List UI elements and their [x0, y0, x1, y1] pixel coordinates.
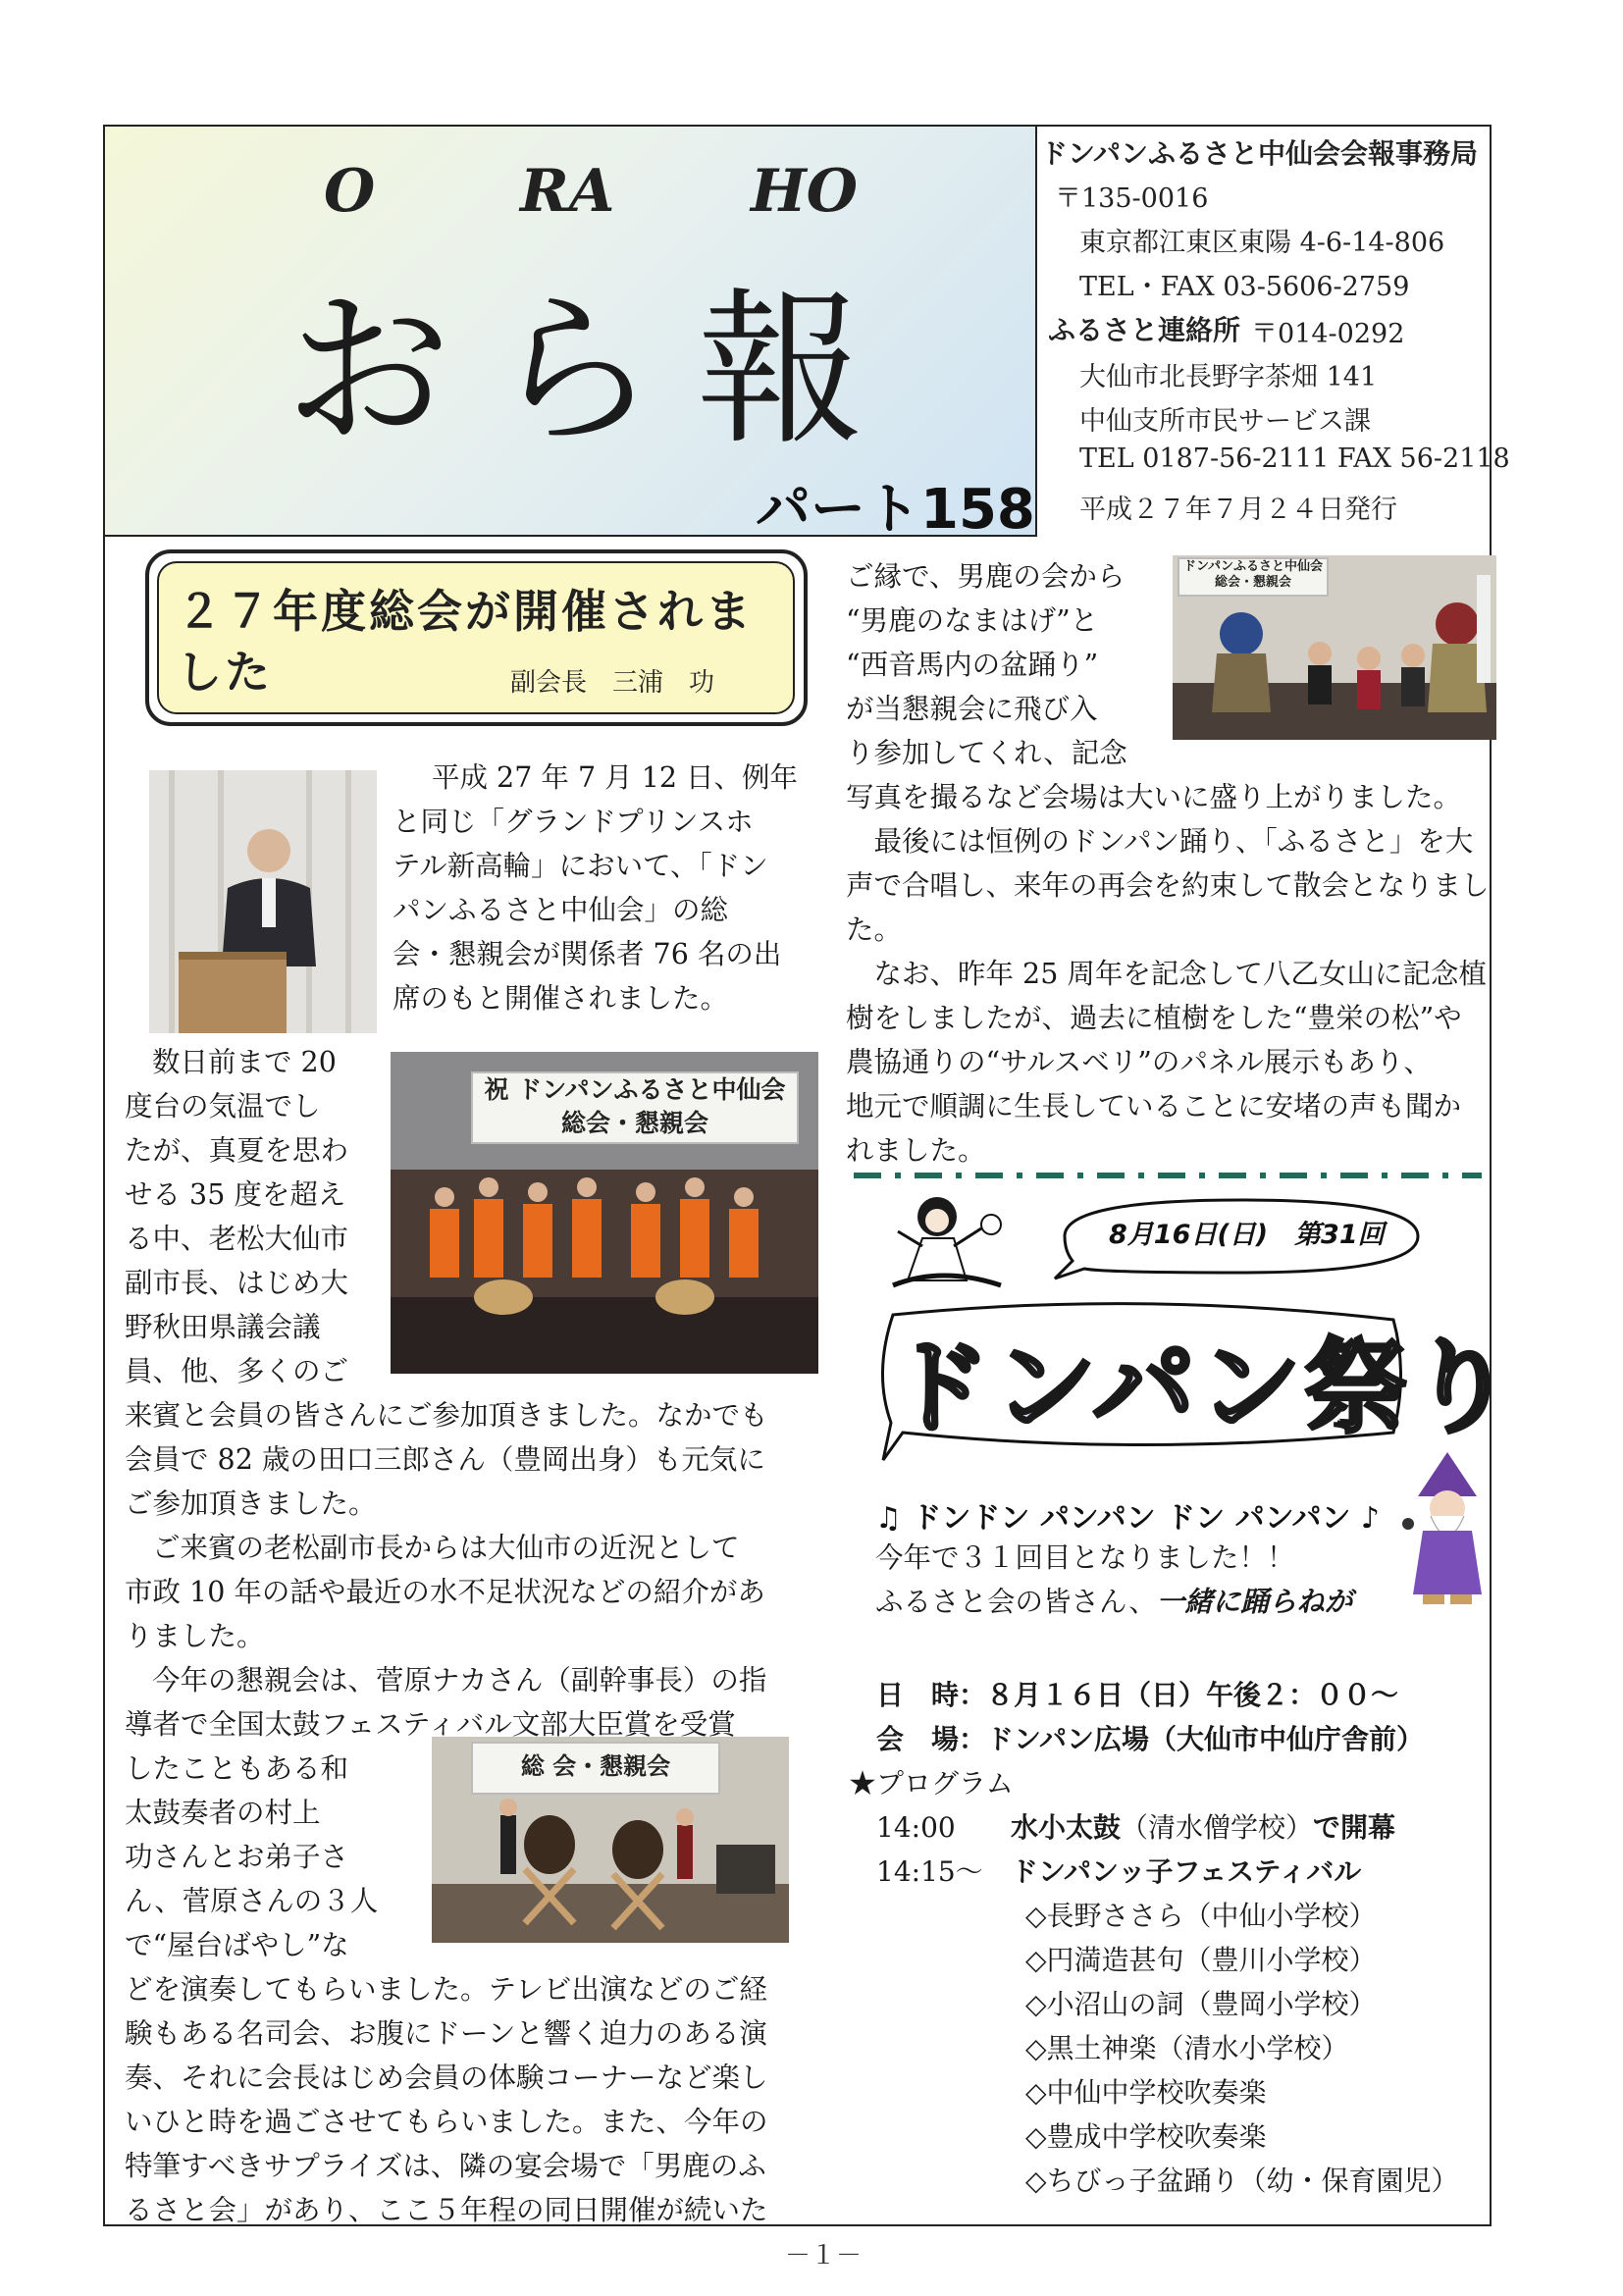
text-line: ご参加頂きました。 — [125, 1487, 377, 1520]
program-item: ◇長野ささら（中仙小学校） — [1025, 1900, 1377, 1932]
text-line: ご来賓の老松副市長からは大仙市の近況として — [152, 1532, 740, 1564]
ceremony-banner-line: 総会・懇親会 — [560, 1109, 708, 1137]
program-label: ★プログラム — [849, 1767, 1014, 1800]
issue-number: パート158 — [756, 478, 1035, 542]
contact-label: ふるさと連絡所 — [1048, 314, 1241, 346]
text-line: ご縁で、男鹿の会から — [846, 560, 1126, 593]
program-items — [1025, 1894, 1459, 2203]
text-line: 今年で３１回目となりました！！ — [875, 1541, 1295, 1574]
text-line: 会・懇親会が関係者 76 名の出 — [393, 938, 782, 970]
text-line-emphasis: 一緒に踊らねが — [1156, 1586, 1353, 1618]
text-line: 声で合唱し、来年の再会を約束して散会となりまし — [846, 869, 1490, 902]
drum-banner: 総 会・懇親会 — [471, 1742, 720, 1795]
text-line: 特筆すべきサプライズは、隣の宴会場で「男鹿のふ — [125, 2150, 766, 2182]
text-line: た。 — [846, 913, 903, 946]
text-line: 平成 27 年 7 月 12 日、例年 — [432, 761, 799, 794]
festival-intro — [875, 1536, 1352, 1624]
namahage-banner — [1178, 557, 1329, 597]
venue-label: 会 場： — [876, 1723, 987, 1755]
text-line: 奏、それに会長はじめ会員の体験コーナーなど楽し — [125, 2061, 768, 2094]
event-name: ドンパンッ子フェスティバル — [1011, 1855, 1362, 1888]
article-right-column-2 — [846, 775, 1490, 1173]
program-time-2: 14:15～ — [876, 1855, 983, 1888]
masthead-romaji-ho: HO — [751, 157, 858, 226]
headline-line: ２７年度総会が開催されま — [177, 585, 754, 638]
text-line: どを演奏してもらいました。テレビ出演などのご経 — [125, 1973, 767, 2006]
program-item: ◇ちびっ子盆踊り（幼・保育園児） — [1025, 2165, 1459, 2197]
text-line: 会員で 82 歳の田口三郎さん（豊岡出身）も元気に — [125, 1443, 765, 1476]
text-line: “西音馬内の盆踊り” — [846, 649, 1099, 681]
article-author: 副会長 三浦 功 — [510, 668, 715, 698]
text-line: 野秋田県議会議 — [125, 1311, 321, 1343]
article-paragraph-1 — [393, 756, 798, 1020]
contact-address: 大仙市北長野字茶畑 141 — [1079, 362, 1378, 392]
program-time-1: 14:00 — [876, 1811, 956, 1844]
singer-illustration — [1393, 1447, 1501, 1614]
text-line: 最後には恒例のドンパン踊り、「ふるさと」を大 — [846, 825, 1474, 858]
text-line: で“屋台ばやし”な — [125, 1929, 349, 1961]
program-event-2 — [1011, 1850, 1361, 1894]
text-line: 功さんとお弟子さ — [125, 1841, 349, 1873]
program-item: ◇黒土神楽（清水小学校） — [1025, 2032, 1349, 2064]
text-line: なお、昨年 25 周年を記念して八乙女山に記念植 — [846, 958, 1487, 990]
masthead-romaji-o: O — [324, 157, 376, 226]
text-line: ん、菅原さんの３人 — [125, 1885, 379, 1917]
contact-postal: 〒014-0292 — [1251, 319, 1405, 349]
text-line: いひと時を過ごさせてもらいました。また、今年の — [125, 2106, 768, 2138]
text-line: 験もある名司会、お腹にドーンと響く迫力のある演 — [125, 2017, 767, 2050]
text-line: 数日前まで 20 — [152, 1046, 337, 1078]
event-detail: （清水僧学校） — [1121, 1811, 1314, 1844]
text-line: したこともある和 — [125, 1752, 349, 1785]
festival-venue — [876, 1717, 1424, 1761]
headline-line: した — [177, 646, 273, 699]
text-line: 今年の懇親会は、菅原ナカさん（副幹事長）の指 — [152, 1664, 767, 1696]
festival-song: ♫ ドンドン パンパン ドン パンパン ♪ — [875, 1501, 1381, 1536]
namahage-banner-line: ドンパンふるさと中仙会 — [1182, 559, 1324, 574]
event-note: で開幕 — [1313, 1811, 1396, 1844]
text-line: パンふるさと中仙会」の総 — [393, 894, 729, 926]
text-line: せる 35 度を超え — [125, 1178, 346, 1211]
festival-title: ドンパン祭り — [888, 1328, 1517, 1447]
datetime-label: 日 時： — [876, 1679, 987, 1711]
text-line: ふるさと会の皆さん、 — [875, 1586, 1157, 1618]
contact-dept: 中仙支所市民サービス課 — [1079, 406, 1371, 437]
text-line: 導者で全国太鼓フェスティバル文部大臣賞を受賞 — [125, 1708, 736, 1741]
text-line: テル新高輪」において、「ドン — [393, 850, 768, 882]
publisher-address: 東京都江東区東陽 4-6-14-806 — [1079, 228, 1445, 258]
ceremony-banner-line: 祝 ドンパンふるさと中仙会 — [484, 1075, 786, 1104]
contact-tel: TEL 0187-56-2111 FAX 56-2118 — [1079, 444, 1510, 474]
festival-datetime — [876, 1673, 1398, 1717]
text-line: たが、真夏を思わ — [125, 1134, 349, 1167]
namahage-banner-line: 総会・懇親会 — [1214, 575, 1291, 590]
program-item: ◇円満造甚句（豊川小学校） — [1025, 1944, 1377, 1976]
text-line: が当懇親会に飛び入 — [846, 693, 1098, 725]
text-line: 副市長、はじめ大 — [125, 1267, 349, 1299]
page-number: －１－ — [785, 2241, 863, 2270]
article-right-column-1 — [846, 554, 1127, 775]
program-event-1 — [1011, 1805, 1395, 1850]
text-line: “男鹿のなまはげ”と — [846, 604, 1099, 637]
text-line: れました。 — [846, 1134, 986, 1167]
text-line: 席のもと開催されました。 — [393, 982, 729, 1015]
text-line: る中、老松大仙市 — [125, 1223, 349, 1255]
program-item: ◇中仙中学校吹奏楽 — [1025, 2076, 1267, 2109]
text-line: るさと会」があり、ここ５年程の同日開催が続いた — [125, 2194, 768, 2226]
article-paragraph-4 — [125, 1658, 768, 2232]
issue-date: 平成２７年７月２４日発行 — [1079, 495, 1397, 525]
text-line: 樹をしましたが、過去に植樹をした“豊栄の松”や — [846, 1002, 1462, 1034]
text-line: 写真を撮るなど会場は大いに盛り上がりました。 — [846, 781, 1462, 813]
masthead-romaji-ra: RA — [520, 157, 615, 226]
program-item: ◇小沼山の詞（豊岡小学校） — [1025, 1988, 1377, 2020]
datetime-value: ８月１６日（日）午後２：００～ — [986, 1679, 1399, 1711]
publisher-office: ドンパンふるさと中仙会会報事務局 — [1040, 137, 1479, 170]
festival-date-banner: 8月16日(日) 第31回 — [1109, 1220, 1385, 1250]
publisher-postal: 〒135-0016 — [1055, 183, 1209, 214]
article-paragraph-2 — [125, 1040, 768, 1526]
article-paragraph-3 — [125, 1526, 765, 1658]
text-line: 農協通りの“サルスベリ”のパネル展示もあり、 — [846, 1046, 1432, 1078]
text-line: 度台の気温でし — [125, 1090, 321, 1122]
text-line: 来賓と会員の皆さんにご参加頂きました。なかでも — [125, 1399, 768, 1432]
text-line: と同じ「グランドプリンスホ — [393, 806, 754, 838]
text-line: 市政 10 年の話や最近の水不足状況などの紹介があ — [125, 1576, 765, 1608]
venue-value: ドンパン広場（大仙市中仙庁舎前） — [986, 1723, 1425, 1755]
program-item: ◇豊成中学校吹奏楽 — [1025, 2120, 1267, 2153]
text-line: 太鼓奏者の村上 — [125, 1797, 321, 1829]
dancer-illustration — [883, 1187, 1011, 1305]
section-divider — [854, 1173, 1482, 1178]
newsletter-title: おら報 — [285, 274, 904, 468]
text-line: り参加してくれ、記念 — [846, 737, 1127, 769]
speaker-photo — [149, 770, 377, 1033]
text-line: りました。 — [125, 1620, 265, 1652]
event-name: 水小太鼓 — [1011, 1811, 1122, 1844]
publisher-tel: TEL・FAX 03-5606-2759 — [1079, 272, 1410, 302]
text-line: 地元で順調に生長していることに安堵の声も聞か — [846, 1090, 1462, 1122]
text-line: 員、他、多くのご — [125, 1355, 349, 1387]
